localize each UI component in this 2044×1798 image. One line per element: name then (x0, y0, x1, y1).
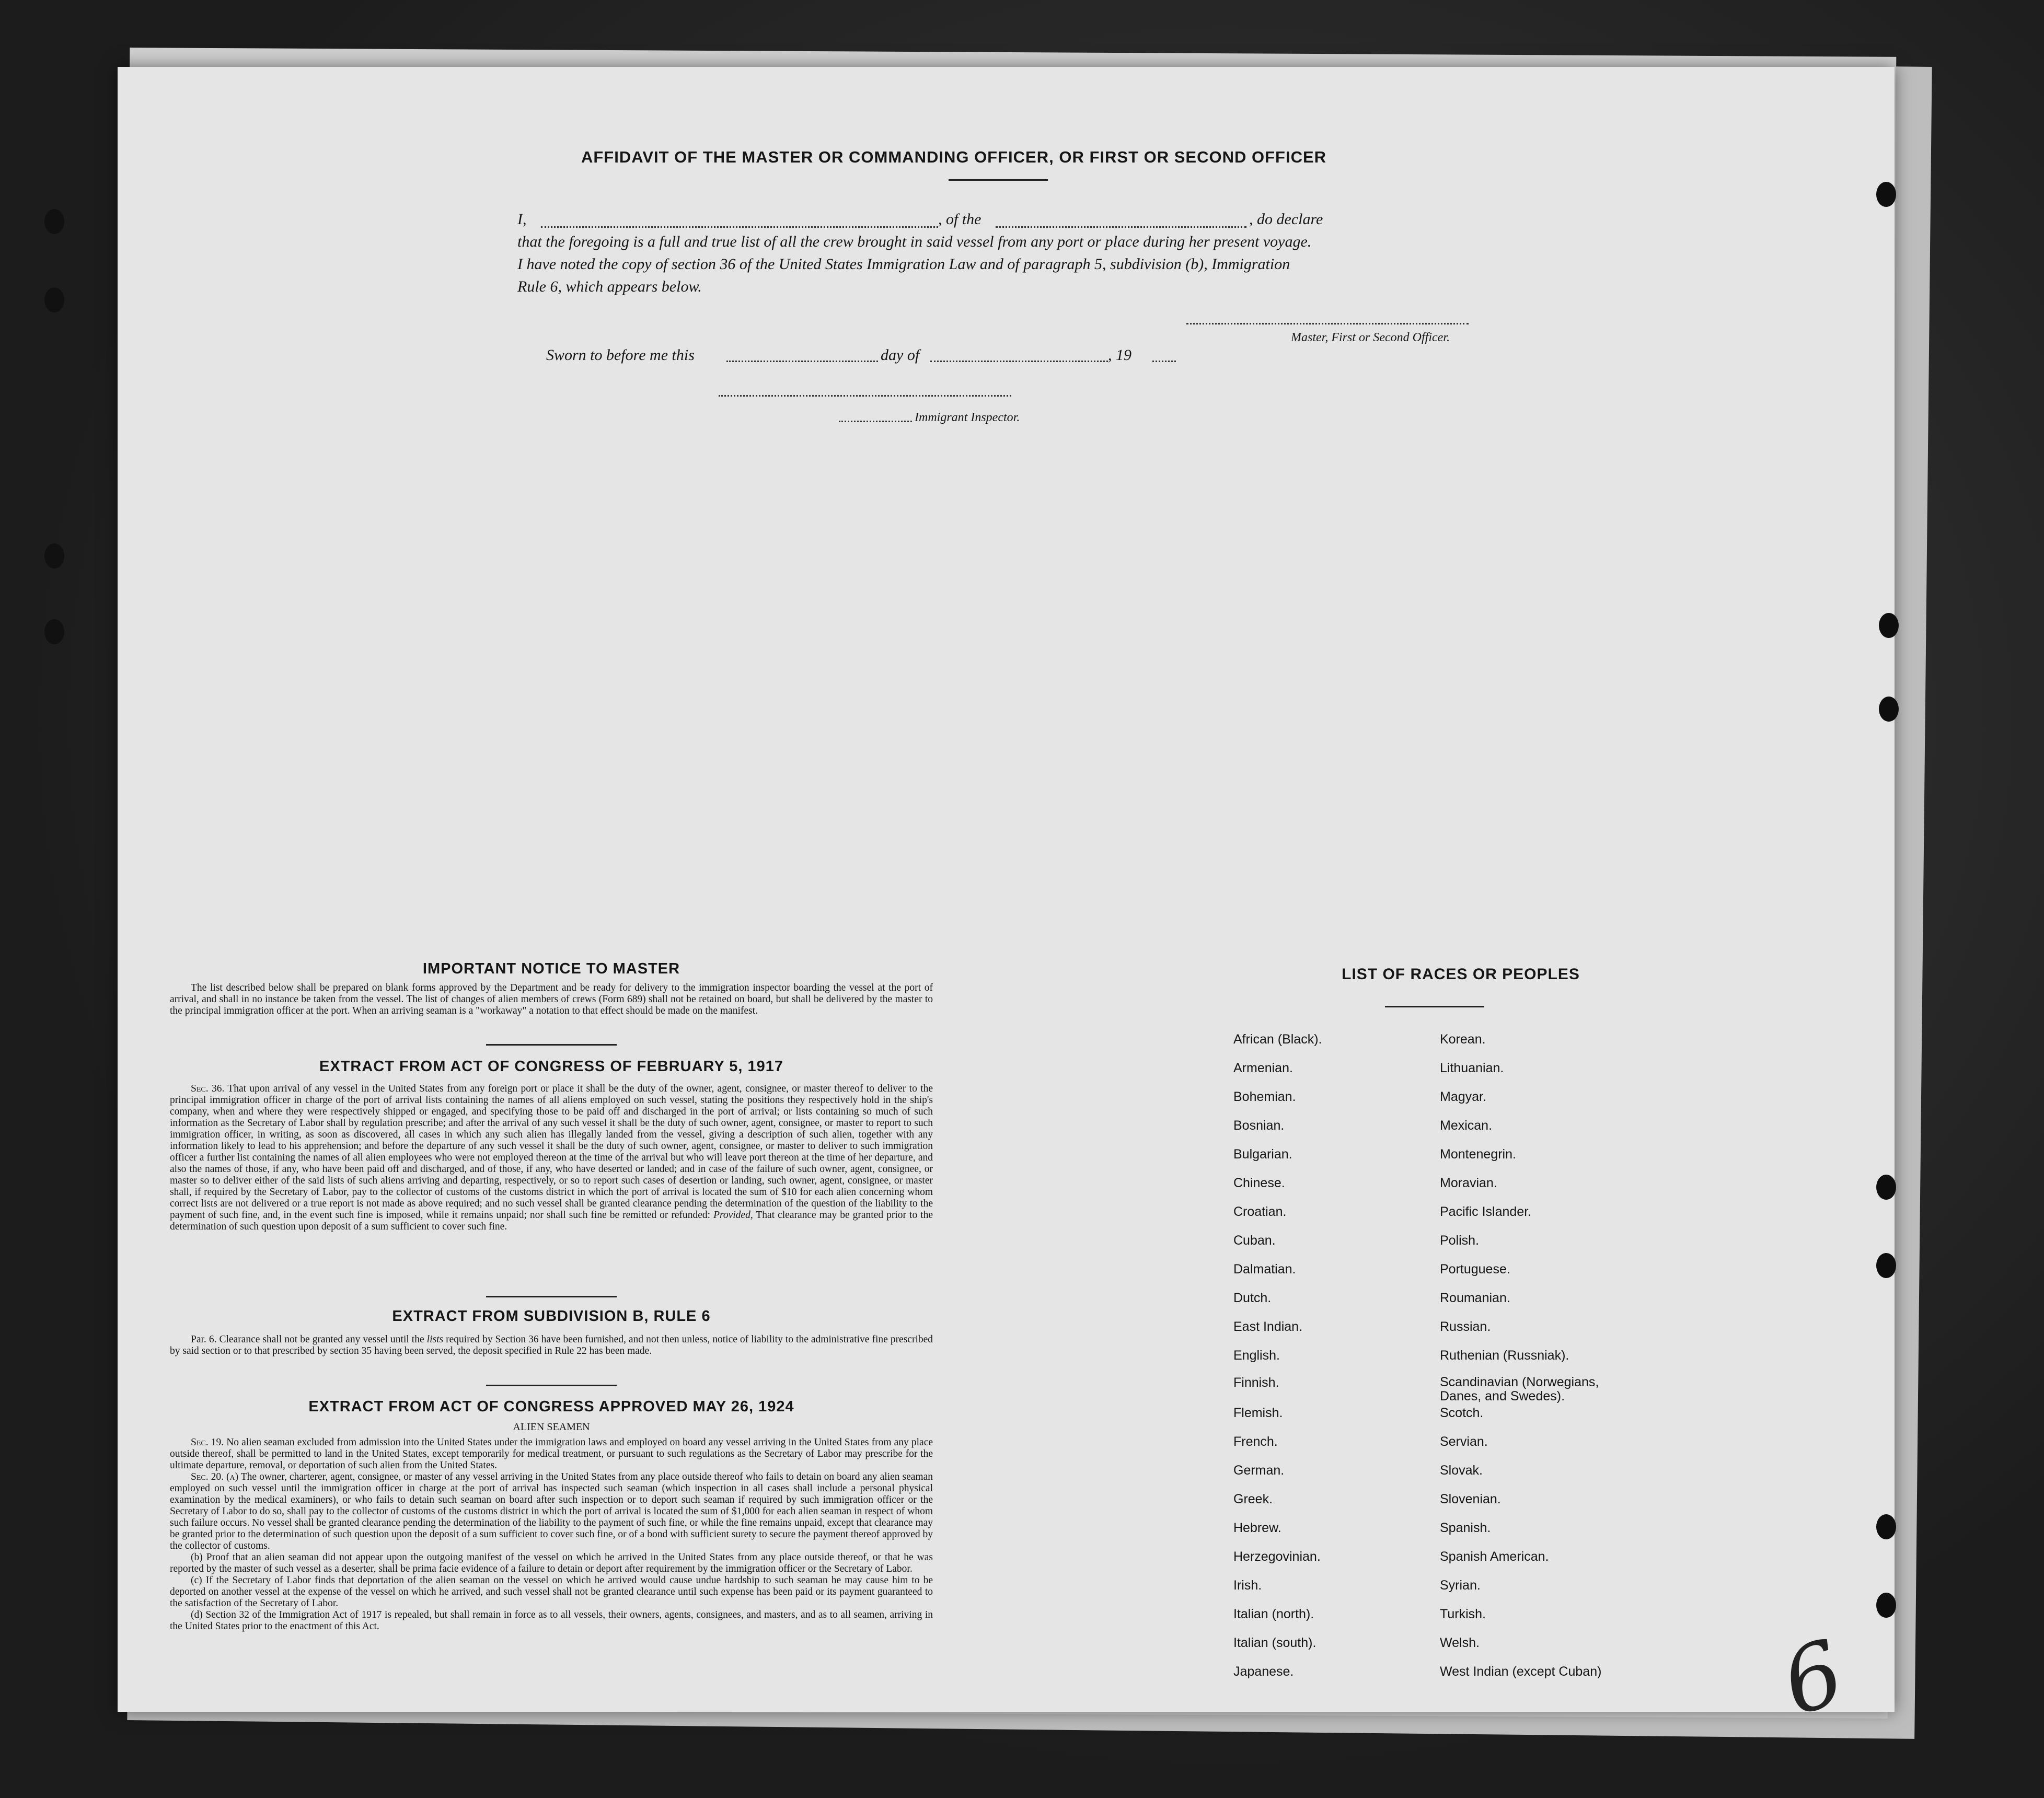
race-item: Chinese. (1233, 1176, 1285, 1190)
binder-hole-icon (1876, 1514, 1896, 1539)
notice-title: IMPORTANT NOTICE TO MASTER (422, 960, 680, 977)
extract-rule6-text (170, 1334, 933, 1357)
race-item: East Indian. (1233, 1319, 1303, 1334)
notice-text (170, 982, 933, 1017)
race-item: Slovenian. (1440, 1492, 1501, 1506)
race-item: Moravian. (1440, 1176, 1497, 1190)
affidavit-line-3: I have noted the copy of section 36 of the United States Immigration Law and of paragraph 5, subdivision (b), Immigration (517, 256, 1290, 273)
race-item: Servian. (1440, 1434, 1488, 1449)
race-item: Bosnian. (1233, 1118, 1285, 1133)
affidavit-title: AFFIDAVIT OF THE MASTER OR COMMANDING OFFICER, OR FIRST OR SECOND OFFICER (581, 148, 1327, 166)
race-item: Polish. (1440, 1233, 1480, 1248)
sec20-label: Sec. 20. (a) (191, 1471, 239, 1482)
race-item: Russian. (1440, 1319, 1491, 1334)
race-item: Roumanian. (1440, 1291, 1510, 1305)
section-rule (486, 1044, 617, 1046)
title-rule (949, 179, 1048, 181)
name-blank (541, 226, 938, 228)
vessel-blank (996, 226, 1246, 228)
extract-1924-title: EXTRACT FROM ACT OF CONGRESS APPROVED MAY 26, 1924 (308, 1398, 794, 1415)
race-item: Montenegrin. (1440, 1147, 1516, 1162)
extract-1917-sec-label: Sec. 36. (191, 1083, 225, 1094)
sworn-year-blank (1152, 361, 1176, 362)
rule6-par-label: Par. 6. (191, 1334, 217, 1345)
race-item: Irish. (1233, 1578, 1262, 1593)
binder-hole-icon (1876, 1175, 1896, 1200)
race-item: Greek. (1233, 1492, 1273, 1506)
affidavit-line-2: that the foregoing is a full and true list of all the crew brought in said vessel from any port or place during her present voyage. (517, 233, 1312, 250)
inspector-signature-line (719, 395, 1011, 397)
races-title: LIST OF RACES OR PEOPLES (1342, 966, 1580, 983)
race-item: German. (1233, 1463, 1285, 1478)
races-title-rule (1385, 1006, 1484, 1007)
race-item: Ruthenian (Russniak). (1440, 1348, 1569, 1363)
race-item: Scotch. (1440, 1406, 1484, 1420)
race-item: Armenian. (1233, 1061, 1293, 1075)
binder-hole-icon (1879, 697, 1899, 722)
affidavit-of-the-label: , of the (938, 211, 981, 228)
race-item: Italian (north). (1233, 1607, 1314, 1621)
race-item: Portuguese. (1440, 1262, 1510, 1277)
rule6-body-a: Clearance shall not be granted any vessel until the (219, 1334, 424, 1345)
inspector-label: Immigrant Inspector. (915, 411, 1020, 424)
binder-hole-icon (1876, 1253, 1896, 1278)
affidavit-declare-label: , do declare (1249, 211, 1323, 228)
race-item: Herzegovinian. (1233, 1549, 1321, 1564)
master-signature-line (1186, 323, 1469, 324)
race-item: Croatian. (1233, 1204, 1287, 1219)
binder-hole-icon (44, 287, 64, 312)
inspector-lead-dots (839, 421, 912, 422)
race-item: Spanish. (1440, 1521, 1491, 1535)
section-rule (486, 1385, 617, 1386)
race-item: Mexican. (1440, 1118, 1493, 1133)
sworn-day-of-label: day of (881, 346, 920, 364)
race-item: West Indian (except Cuban) (1440, 1664, 1602, 1679)
sec20d-body: (d) Section 32 of the Immigration Act of 1917 is repealed, but shall remain in force as to all vessels, their owners, agents, consignees, and masters, and as to all seamen, arriving in the United States prior to the enactment of this Act. (170, 1609, 933, 1632)
rule6-body-b: required by Section 36 have been furnished, and not then unless, notice of liability to the administrative fine prescribed by said section or to that prescribed by section 35 having been served, the deposit specified in Rule 22 has been made. (170, 1334, 933, 1356)
sec19-body: No alien seaman excluded from admission into the United States under the immigration laws and employed on board any vessel arriving in the United States from any place outside thereof, shall be permitted to land in the United States, except temporarily for medical treatment, or pursuant to such regulations as the Secretary of Labor may prescribe for the ultimate departure, removal, or deportation of such alien from the United States. (170, 1437, 933, 1471)
race-item: Welsh. (1440, 1635, 1480, 1650)
race-item: French. (1233, 1434, 1278, 1449)
binder-hole-icon (44, 209, 64, 234)
binder-hole-icon (1876, 182, 1896, 207)
section-rule (486, 1296, 617, 1297)
sec20b-body: (b) Proof that an alien seaman did not appear upon the outgoing manifest of the vessel on which he arrived in the United States from any place outside thereof, or that he was reported by the master of such vessel as a deserter, shall be prima facie evidence of a failure to detain or deport after requirement by the immigration officer or the Secretary of Labor. (170, 1552, 933, 1574)
race-item: Scandinavian (Norwegians, Danes, and Swedes). (1440, 1375, 1599, 1403)
sworn-year-label: , 19 (1108, 346, 1131, 364)
sworn-label: Sworn to before me this (546, 346, 695, 364)
master-signature-label: Master, First or Second Officer. (1291, 331, 1450, 344)
binder-hole-icon (44, 543, 64, 569)
race-item: Spanish American. (1440, 1549, 1549, 1564)
race-item: Pacific Islander. (1440, 1204, 1532, 1219)
race-item: Italian (south). (1233, 1635, 1317, 1650)
extract-1917-body-end: That clearance may be granted prior to the determination of such question upon deposit of a sum sufficient to cover such fine. (170, 1210, 933, 1232)
extract-1917-title: EXTRACT FROM ACT OF CONGRESS OF FEBRUARY 5, 1917 (319, 1058, 784, 1075)
race-item: Flemish. (1233, 1406, 1283, 1420)
sworn-month-blank (930, 361, 1108, 362)
notice-paragraph: The list described below shall be prepared on blank forms approved by the Department and be ready for delivery to the immigration inspector boarding the vessel at the port of arrival, and shall in no instance be taken from the vessel. The list of changes of alien members of crews (Form 689) shall not be retained on board, but shall be delivered by the master to the principal immigration officer at the port. When an arriving seaman is a "workaway" a notation to that effect should be made on the manifest. (170, 982, 933, 1016)
race-item: Magyar. (1440, 1089, 1486, 1104)
sworn-day-blank (726, 361, 878, 362)
sec19-label: Sec. 19. (191, 1437, 224, 1448)
race-item: Japanese. (1233, 1664, 1294, 1679)
handwritten-number: 6 (1770, 1620, 1856, 1736)
extract-1917-provided: Provided, (713, 1210, 753, 1221)
sec20a-body: The owner, charterer, agent, consignee, or master of any vessel arriving in the United States from any place outside thereof who fails to detain on board any alien seaman employed on such vessel until the immigration officer in charge at the port of arrival has inspected such seaman (which inspection in all cases shall include a personal physical examination by the medical examiners), or who fails to detain such seaman on board after such inspection or to deport such seaman if required by such immigration officer or the Secretary of Labor to do so, shall pay to the collector of customs of the customs district in which the port of arrival is located the sum of $1,000 for each alien seaman in respect of whom such failure occurs. No vessel shall be granted clearance pending the determination of the liability to the payment of such fine, or while the fine remains unpaid, except that clearance may be granted prior to the determination of such question upon the deposit of a sum sufficient to cover such fine, or of a bond with sufficient surety to secure the payment thereof approved by the collector of customs. (170, 1471, 933, 1551)
race-item: Dalmatian. (1233, 1262, 1296, 1277)
race-item: Korean. (1440, 1032, 1486, 1047)
race-item: Dutch. (1233, 1291, 1272, 1305)
race-item: Cuban. (1233, 1233, 1276, 1248)
race-item: Bohemian. (1233, 1089, 1296, 1104)
extract-1924-subtitle: ALIEN SEAMEN (513, 1421, 590, 1433)
extract-1924-text (170, 1437, 933, 1632)
rule6-lists: lists (426, 1334, 444, 1345)
binder-hole-icon (1879, 613, 1899, 638)
affidavit-line-4: Rule 6, which appears below. (517, 278, 702, 295)
extract-rule6-title: EXTRACT FROM SUBDIVISION B, RULE 6 (392, 1308, 711, 1325)
sec20c-body: (c) If the Secretary of Labor finds that deportation of the alien seaman on the vessel on which he arrived would cause undue hardship to such seaman he may cause him to be deported on another vessel at the expense of the vessel on which he arrived, and such vessel shall not be granted clearance until such expense has been paid or its payment guaranteed to the satisfaction of the Secretary of Labor. (170, 1575, 933, 1609)
race-item: Syrian. (1440, 1578, 1481, 1593)
race-item: Bulgarian. (1233, 1147, 1292, 1162)
race-item: African (Black). (1233, 1032, 1322, 1047)
manifest-page (118, 67, 1895, 1736)
binder-hole-icon (44, 619, 64, 644)
race-item: Hebrew. (1233, 1521, 1281, 1535)
race-item: Slovak. (1440, 1463, 1483, 1478)
extract-1917-body: That upon arrival of any vessel in the United States from any foreign port or place it shall be the duty of the owner, agent, consignee, or master thereof to deliver to the principal immigration officer in charge of the port of arrival lists containing the names of all aliens employed on such vessel, stating the positions they respectively hold in the ship's company, when and where they were respectively shipped or engaged, and specifying those to be paid off and discharged in the port of arrival; or lists containing so much of such information as the Secretary of Labor shall by regulation prescribe; and after the arrival of any such vessel it shall be the duty of such owner, agent, consignee, or master to report to such immigration officer, in writing, as soon as discovered, all cases in which any such alien has illegally landed from the vessel, giving a description of such alien, together with any information likely to lead to his apprehension; and before the departure of any such vessel it shall be the duty of such owner, agent, consignee, or master to deliver to such immigration officer a further list containing the names of all alien employees who were not employed thereon at the time of the arrival but who will leave port thereon at the time of her departure, and also the names of those, if any, who have been paid off and discharged, and of those, if any, who have deserted or landed; and in case of the failure of such owner, agent, consignee, or master so to deliver either of the said lists of such aliens arriving and departing, respectively, or so to report such cases of desertion or landing, such owner, agent, consignee, or master shall, if required by the Secretary of Labor, pay to the collector of customs of the customs district in which the port of arrival is located the sum of $10 for each alien concerning whom correct lists are not delivered or a true report is not made as above required; and no such vessel shall be granted clearance pending the determination of the question of the liability to the payment of such fine, and, in the event such fine is imposed, while it remains unpaid; nor shall such fine be remitted or refunded: (170, 1083, 933, 1221)
extract-1917-text (170, 1083, 933, 1233)
race-item: English. (1233, 1348, 1280, 1363)
race-item: Lithuanian. (1440, 1061, 1504, 1075)
binder-hole-icon (1876, 1593, 1896, 1618)
affidavit-i-label: I, (517, 211, 527, 228)
race-item: Turkish. (1440, 1607, 1486, 1621)
race-item: Finnish. (1233, 1375, 1279, 1390)
